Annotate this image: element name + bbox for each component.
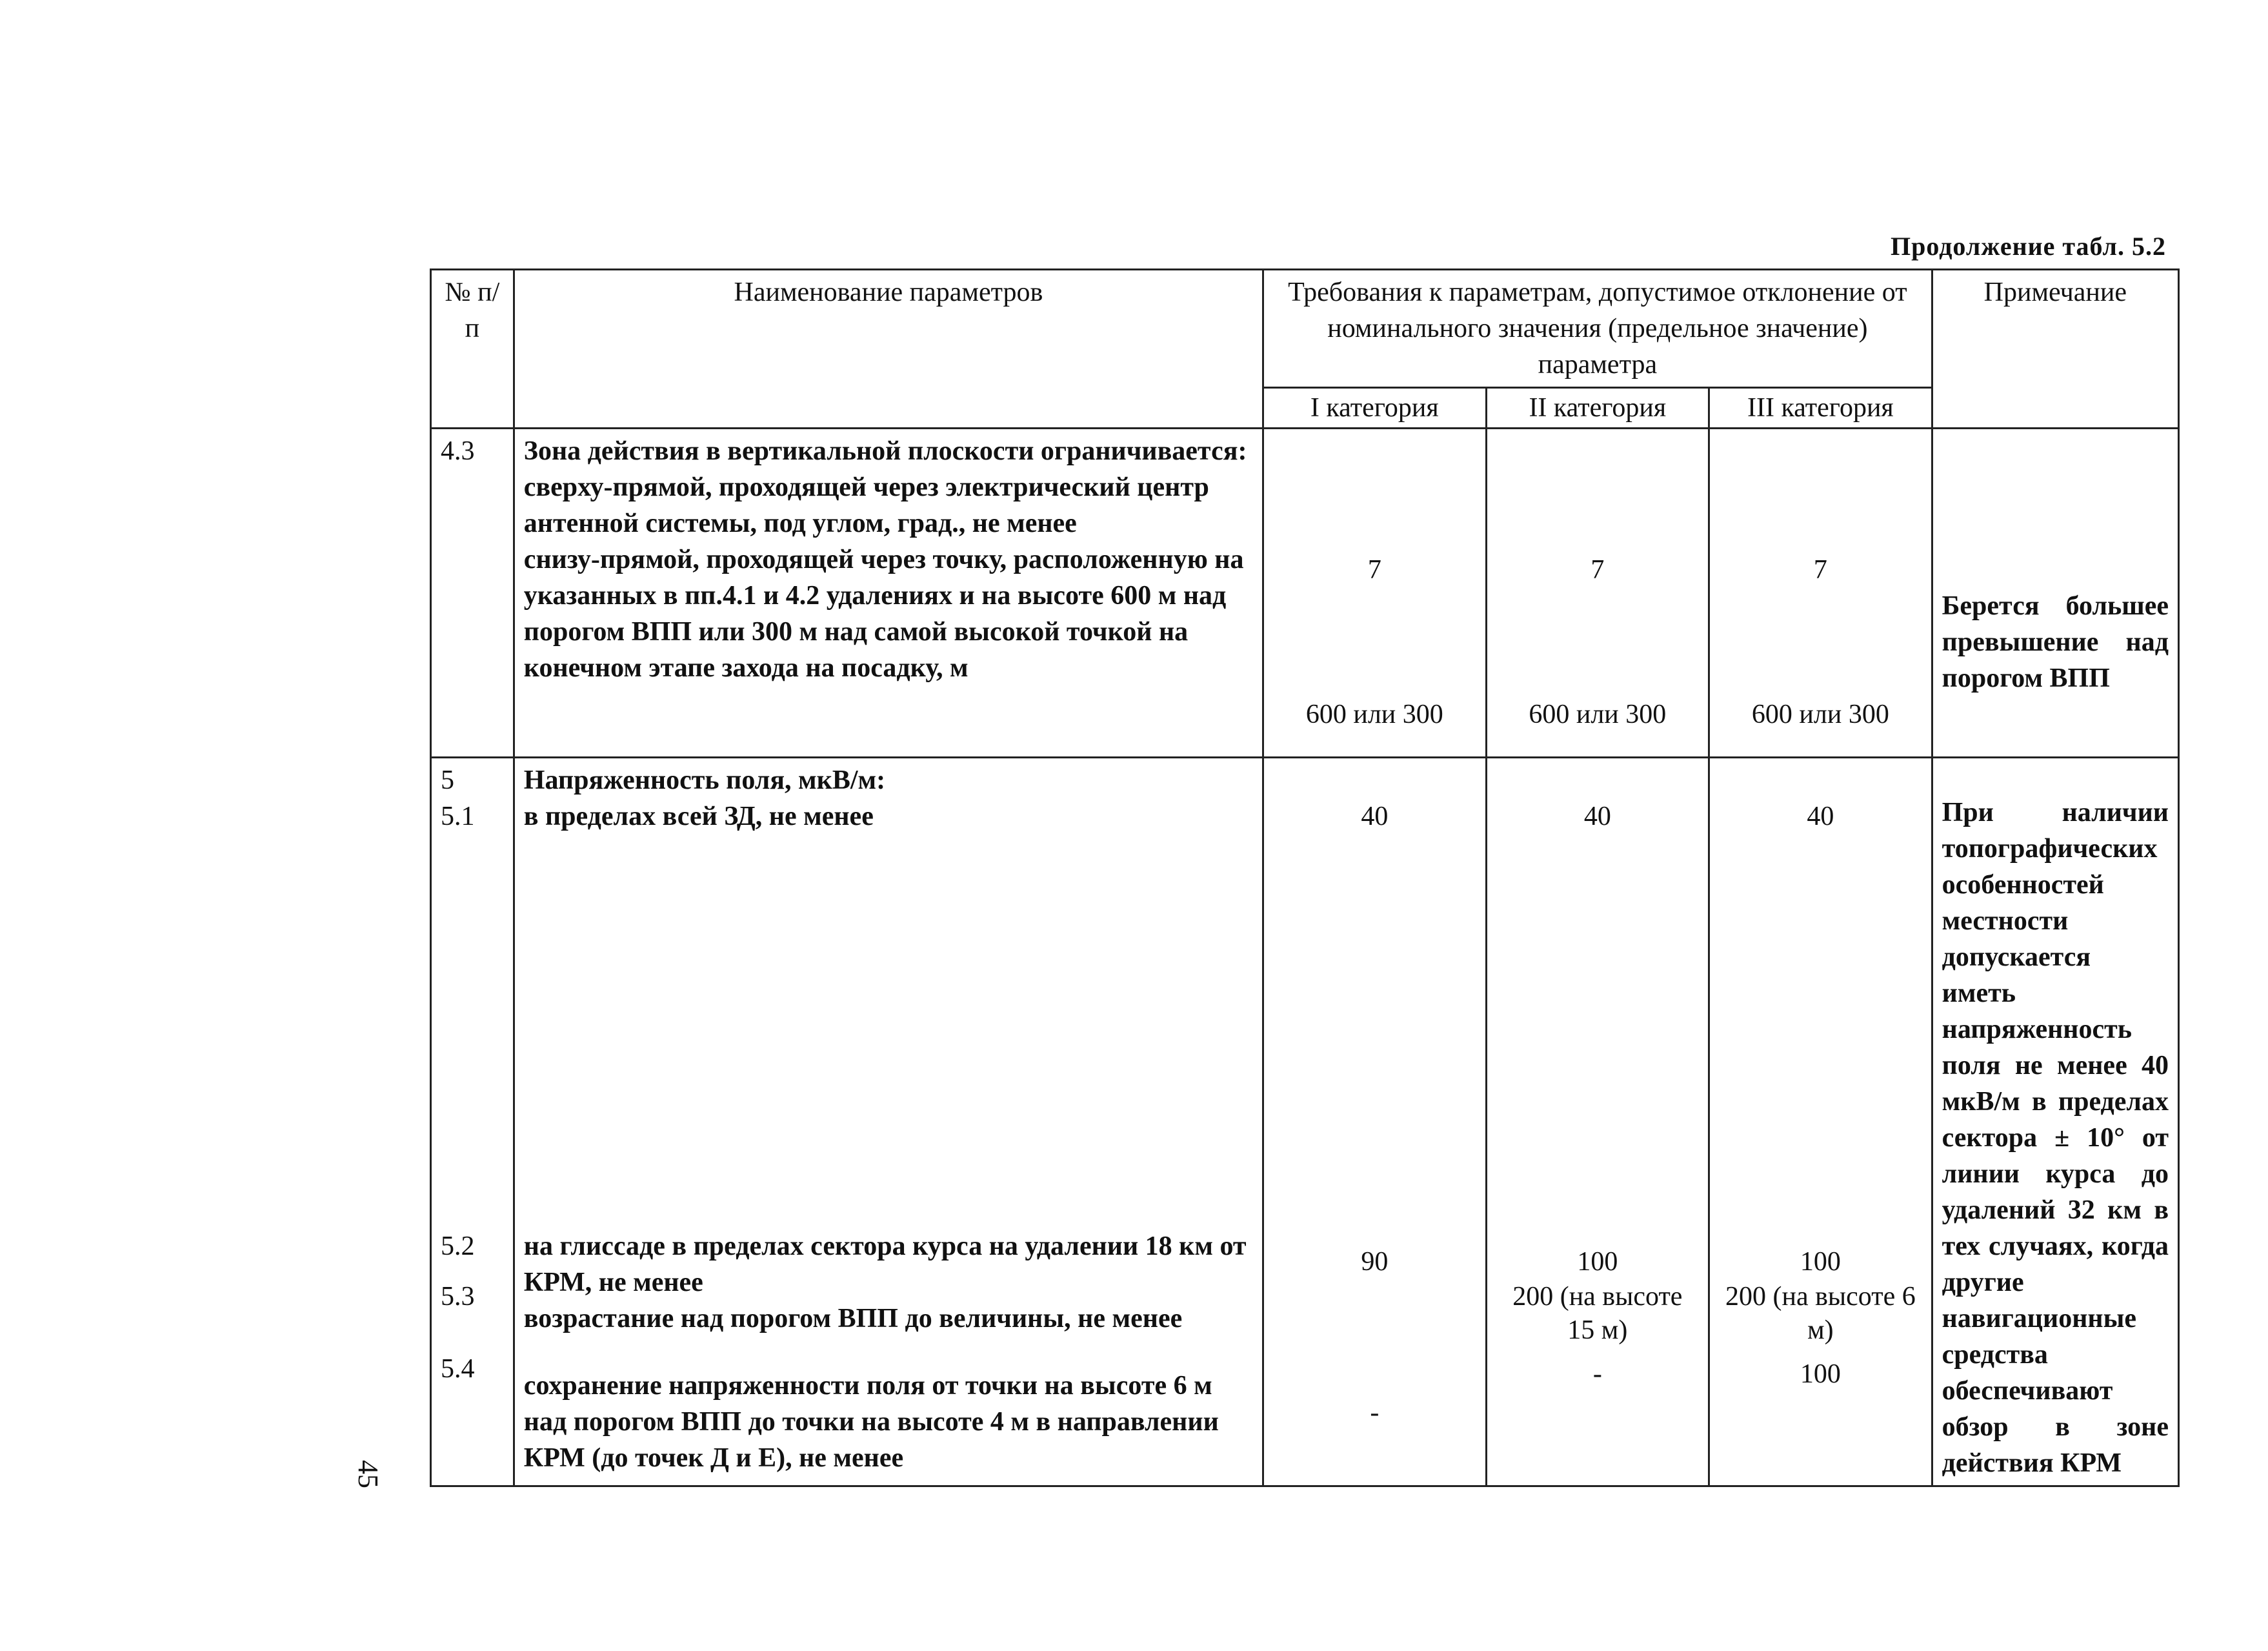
row54-cat3: 100 bbox=[1800, 1359, 1841, 1389]
header-cat2: II категория bbox=[1486, 388, 1709, 429]
row43-cat2-top: 7 bbox=[1591, 555, 1605, 585]
row53-num: 5.3 bbox=[441, 1282, 475, 1312]
row52-cat2: 100 bbox=[1577, 1247, 1618, 1277]
row5-note-text: При наличии топографических особенностей местности допускается иметь напряженность поля не менее 40 мкВ/м в пределах сектора ± 10° от линии курса до удалений 32 км в тех случаях, когда другие навигационные средства обеспечивают обзор в зоне действия КРМ bbox=[1942, 798, 2169, 1478]
header-note: Примечание bbox=[1932, 270, 2178, 429]
row52-cat1: 90 bbox=[1361, 1247, 1389, 1277]
row54-cat1: - bbox=[1370, 1398, 1380, 1428]
row52-num: 5.2 bbox=[441, 1231, 475, 1261]
page-number: 45 bbox=[352, 1460, 384, 1488]
row53-name: возрастание над порогом ВПП до величины, не менее bbox=[523, 1304, 1183, 1333]
row43-cat1 bbox=[1263, 429, 1487, 758]
row43-cat2-bottom: 600 или 300 bbox=[1529, 700, 1667, 729]
row51-cat1: 40 bbox=[1361, 802, 1389, 831]
row43-cat1-bottom: 600 или 300 bbox=[1305, 700, 1443, 729]
header-cat1: I категория bbox=[1263, 388, 1487, 429]
row5-cat2 bbox=[1486, 758, 1709, 1486]
row43-note bbox=[1932, 429, 2178, 758]
header-name: Наименование параметров bbox=[514, 270, 1263, 429]
row43-cat1-top: 7 bbox=[1367, 555, 1381, 585]
row43-num: 4.3 bbox=[431, 429, 514, 758]
row5-num: 5 bbox=[441, 765, 454, 795]
row51-cat3: 40 bbox=[1807, 802, 1834, 831]
row5-note bbox=[1932, 758, 2178, 1486]
row43-cat3 bbox=[1709, 429, 1932, 758]
parameters-table bbox=[430, 268, 2180, 1487]
row43-cat3-bottom: 600 или 300 bbox=[1751, 700, 1889, 729]
row51-cat2: 40 bbox=[1583, 802, 1611, 831]
row54-name: сохранение напряженности поля от точки на высоте 6 м над порогом ВПП до точки на высоте 4 м в направлении КРМ (до точек Д и Е), не менее bbox=[523, 1371, 1219, 1473]
row51-name: в пределах всей ЗД, не менее bbox=[523, 802, 874, 831]
row5-cat1 bbox=[1263, 758, 1487, 1486]
row5-cat3 bbox=[1709, 758, 1932, 1486]
table-caption: Продолжение табл. 5.2 bbox=[1890, 232, 2166, 261]
row52-name: на глиссаде в пределах сектора курса на удалении 18 км от КРМ, не менее bbox=[523, 1231, 1247, 1297]
row54-num: 5.4 bbox=[441, 1354, 475, 1384]
row52-cat3: 100 bbox=[1800, 1247, 1841, 1277]
row43-name: Зона действия в вертикальной плоскости ограничивается: сверху-прямой, проходящей через электрический центр антенной системы, под углом, град., не менее снизу-прямой, проходящей через точку, расположенную на указанных в пп.4.1 и 4.2 удалениях и на высоте 600 м над порогом ВПП или 300 м над самой высокой точкой на конечном этапе захода на посадку, м bbox=[514, 429, 1263, 758]
header-requirements: Требования к параметрам, допустимое отклонение от номинального значения (предельное значение) параметра bbox=[1263, 270, 1932, 388]
table-row bbox=[431, 429, 2179, 758]
row5-nums bbox=[431, 758, 514, 1486]
row51-num: 5.1 bbox=[441, 802, 475, 831]
header-num: № п/п bbox=[431, 270, 514, 429]
row5-names bbox=[514, 758, 1263, 1486]
row5-heading: Напряженность поля, мкВ/м: bbox=[523, 765, 886, 795]
row43-cat3-top: 7 bbox=[1813, 555, 1827, 585]
row53-cat3: 200 (на высоте 6 м) bbox=[1725, 1282, 1916, 1345]
row54-cat2: - bbox=[1592, 1359, 1602, 1389]
row43-cat2 bbox=[1486, 429, 1709, 758]
header-cat3: III категория bbox=[1709, 388, 1932, 429]
row53-cat2: 200 (на высоте 15 м) bbox=[1512, 1282, 1683, 1345]
table-row bbox=[431, 758, 2179, 1486]
row43-note-text: Берется большее превышение над порогом ВПП bbox=[1942, 591, 2169, 693]
